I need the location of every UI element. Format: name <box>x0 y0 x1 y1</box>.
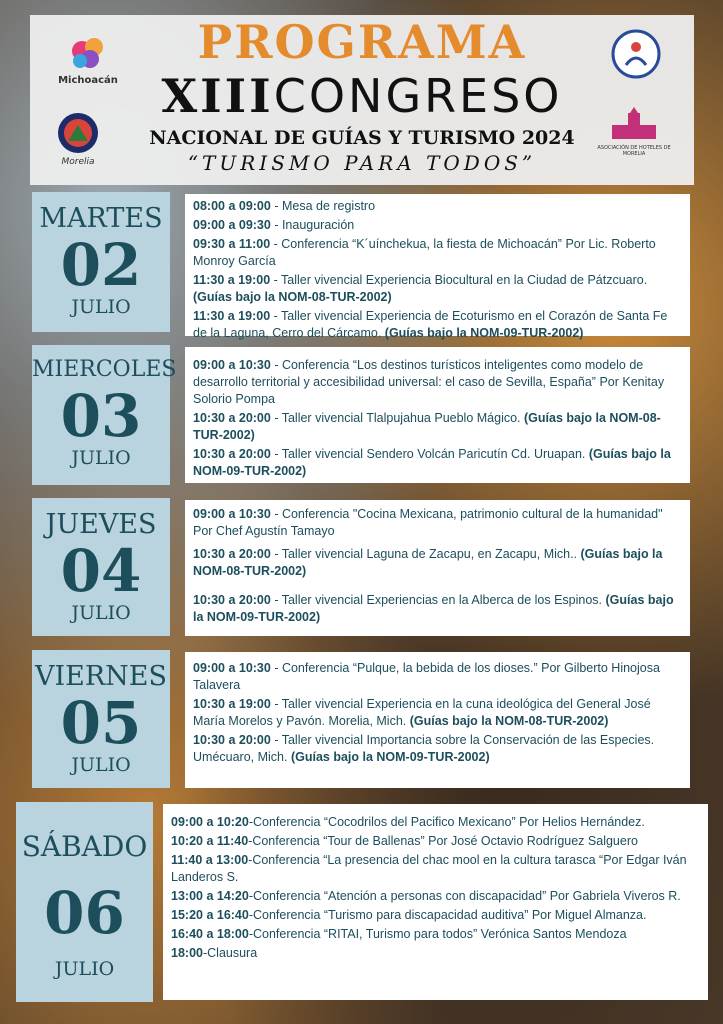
event-item: 11:30 a 19:00 - Taller vivencial Experiencia de Ecoturismo en el Corazón de Santa Fe de la Laguna, Cerro del Cárcamo. (Guías bajo la NOM-09-TUR-2002) <box>193 309 668 340</box>
events-jueves <box>185 500 690 636</box>
day-name: MIERCOLES <box>32 357 177 382</box>
hoteles-label: ASOCIACIÓN DE HOTELES DE MORELIA <box>597 145 671 157</box>
event-item: 11:30 a 19:00 - Taller vivencial Experiencia Biocultural en la Ciudad de Pátzcuaro. (Guías bajo la NOM-08-TUR-2002) <box>193 273 648 304</box>
event-item: 16:40 a 18:00-Conferencia “RITAI, Turismo para todos” Verónica Santos Mendoza <box>171 927 627 941</box>
slogan: “TURISMO PARA TODOS” <box>187 151 537 175</box>
day-number: 05 <box>60 689 142 757</box>
day-month: JULIO <box>71 447 131 469</box>
day-month: JULIO <box>54 958 115 980</box>
morelia-label: Morelia <box>61 157 95 167</box>
michoacan-label: Michoacán <box>58 75 118 86</box>
day-name: MARTES <box>39 203 163 234</box>
event-item: 10:30 a 20:00 - Taller vivencial Tlalpujahua Pueblo Mágico. (Guías bajo la NOM-08-TUR-2002) <box>193 411 661 442</box>
events-miercoles <box>185 347 690 483</box>
day-name: SÁBADO <box>21 830 148 863</box>
event-item: 10:30 a 20:00 - Taller vivencial Experiencias en la Alberca de los Espinos. (Guías bajo la NOM-09-TUR-2002) <box>193 593 674 624</box>
event-item: 09:00 a 10:30 - Conferencia “Pulque, la bebida de los dioses.” Por Gilberto Hinojosa Talavera <box>193 661 660 692</box>
event-item: 08:00 a 09:00 - Mesa de registro <box>193 199 376 213</box>
day-box-viernes <box>32 650 170 788</box>
day-month: JULIO <box>71 296 131 318</box>
day-name: VIERNES <box>34 661 168 692</box>
header-banner <box>30 15 694 185</box>
day-name: JUEVES <box>45 509 157 540</box>
day-number: 06 <box>44 879 125 947</box>
event-item: 10:30 a 19:00 - Taller vivencial Experiencia en la cuna ideológica del General José María Morelos y Pavón. Morelia, Mich. (Guías bajo la NOM-08-TUR-2002) <box>193 697 651 728</box>
day-month: JULIO <box>71 754 131 776</box>
event-item: 15:20 a 16:40-Conferencia “Turismo para discapacidad auditiva” Por Miguel Almanza. <box>171 908 647 922</box>
event-item: 09:00 a 09:30 - Inauguración <box>193 218 355 232</box>
title-programa: PROGRAMA <box>197 15 527 69</box>
congreso-word: CONGRESO <box>273 69 563 123</box>
day-number: 03 <box>60 382 142 450</box>
event-item: 09:00 a 10:30 - Conferencia “Los destinos turísticos inteligentes como modelo de desarrollo territorial y accesibilidad universal: el caso de Sevilla, España” Por Kenitay Solorio Pompa <box>193 358 665 406</box>
title-congreso <box>30 71 694 121</box>
event-item: 13:00 a 14:20-Conferencia “Atención a personas con discapacidad” Por Gabriela Viveros R. <box>171 889 681 903</box>
event-item: 10:30 a 20:00 - Taller vivencial Laguna de Zacapu, en Zacapu, Mich.. (Guías bajo la NOM-08-TUR-2002) <box>193 547 663 578</box>
day-number: 04 <box>60 537 142 605</box>
event-item: 09:00 a 10:30 - Conferencia "Cocina Mexicana, patrimonio cultural de la humanidad" Por Chef Agustín Tamayo <box>193 507 663 538</box>
subtitle-event: NACIONAL DE GUÍAS Y TURISMO 2024 <box>149 127 575 149</box>
day-month: JULIO <box>71 602 131 624</box>
edition-number: XIII <box>161 69 274 123</box>
events-sabado <box>163 804 708 1000</box>
event-item: 18:00-Clausura <box>171 946 258 960</box>
day-box-jueves <box>32 498 170 636</box>
event-item: 09:00 a 10:20-Conferencia “Cocodrilos del Pacifico Mexicano” Por Helios Hernández. <box>171 815 645 829</box>
day-number: 02 <box>60 231 142 299</box>
event-item: 10:30 a 20:00 - Taller vivencial Importancia sobre la Conservación de las Especies. Umécuaro, Mich. (Guías bajo la NOM-09-TUR-2002) <box>193 733 655 764</box>
event-item: 09:30 a 11:00 - Conferencia “K´uínchekua, la fiesta de Michoacán” Por Lic. Roberto Monroy García <box>193 237 656 268</box>
event-item: 10:20 a 11:40-Conferencia “Tour de Ballenas” Por José Octavio Rodríguez Salguero <box>171 834 638 848</box>
events-martes <box>185 194 690 340</box>
day-box-sabado <box>16 802 153 1002</box>
event-item: 10:30 a 20:00 - Taller vivencial Sendero Volcán Paricutín Cd. Uruapan. (Guías bajo la NOM-09-TUR-2002) <box>193 447 671 478</box>
event-item: 11:40 a 13:00-Conferencia “La presencia del chac mool en la cultura tarasca “Por Edgar Iván Landeros S. <box>171 853 687 884</box>
day-box-martes <box>32 192 170 332</box>
events-viernes <box>185 652 690 788</box>
day-box-miercoles <box>32 345 177 485</box>
